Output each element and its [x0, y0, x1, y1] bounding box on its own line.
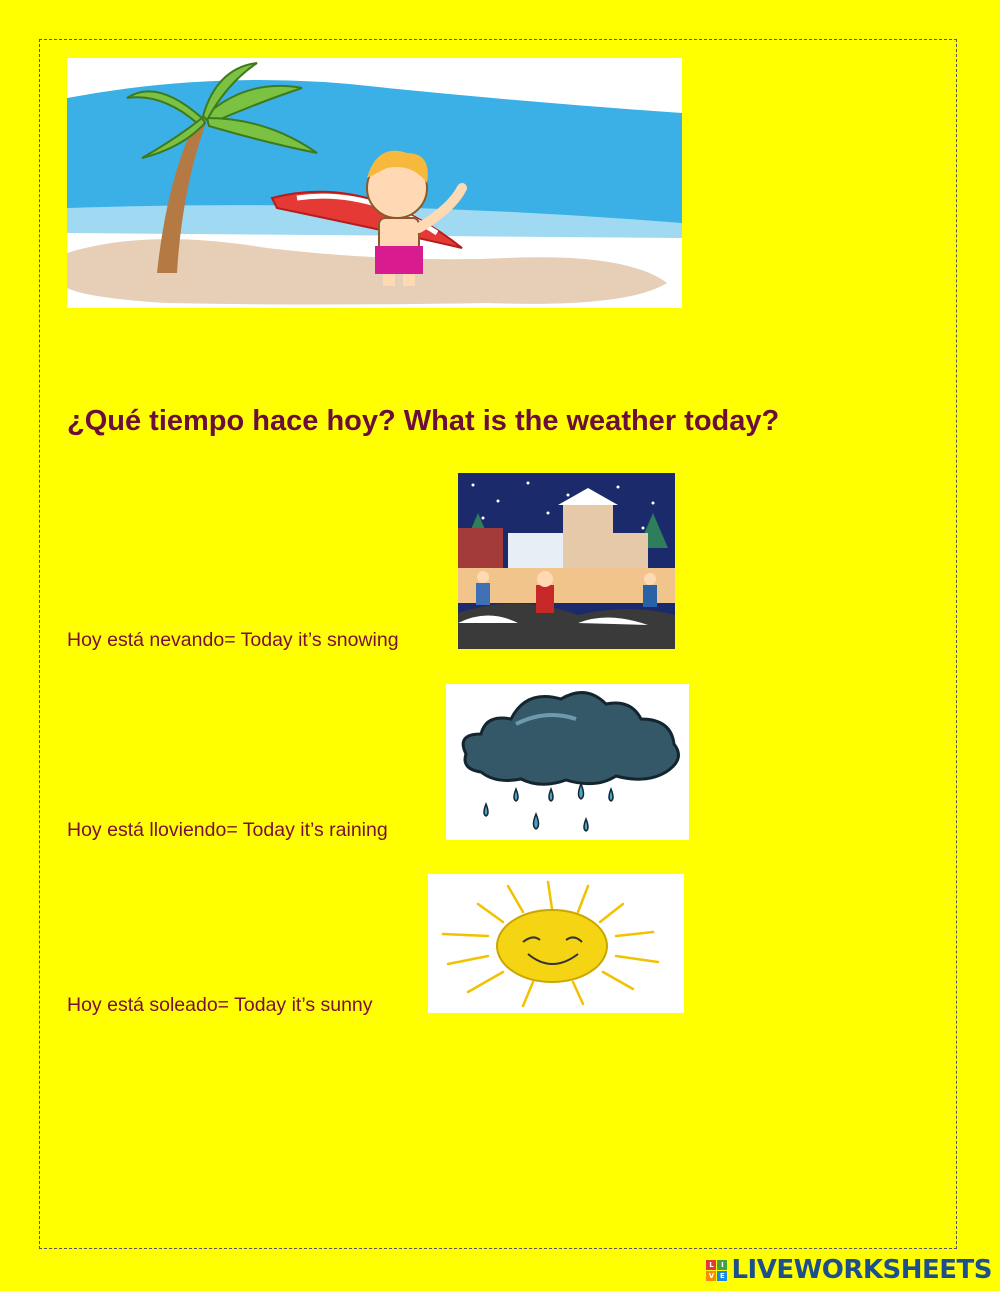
sentence-raining: Hoy está lloviendo= Today it’s raining [67, 819, 388, 841]
logo-block: E [717, 1271, 727, 1281]
brand-name: LIVEWORKSHEETS [731, 1255, 992, 1285]
logo-block: V [706, 1271, 716, 1281]
logo-block: I [717, 1260, 727, 1270]
rain-cloud-illustration [446, 684, 689, 840]
liveworksheets-logo[interactable] [706, 1255, 992, 1285]
sentence-sunny: Hoy está soleado= Today it’s sunny [67, 994, 373, 1016]
beach-boy-surfboard-illustration [67, 58, 682, 308]
smiling-sun-illustration [428, 874, 684, 1013]
sentence-snowing: Hoy está nevando= Today it’s snowing [67, 629, 399, 651]
logo-block: L [706, 1260, 716, 1270]
snowy-village-illustration [458, 473, 675, 649]
logo-blocks-icon [706, 1260, 727, 1281]
page-title: ¿Qué tiempo hace hoy? What is the weather today? [67, 405, 780, 437]
